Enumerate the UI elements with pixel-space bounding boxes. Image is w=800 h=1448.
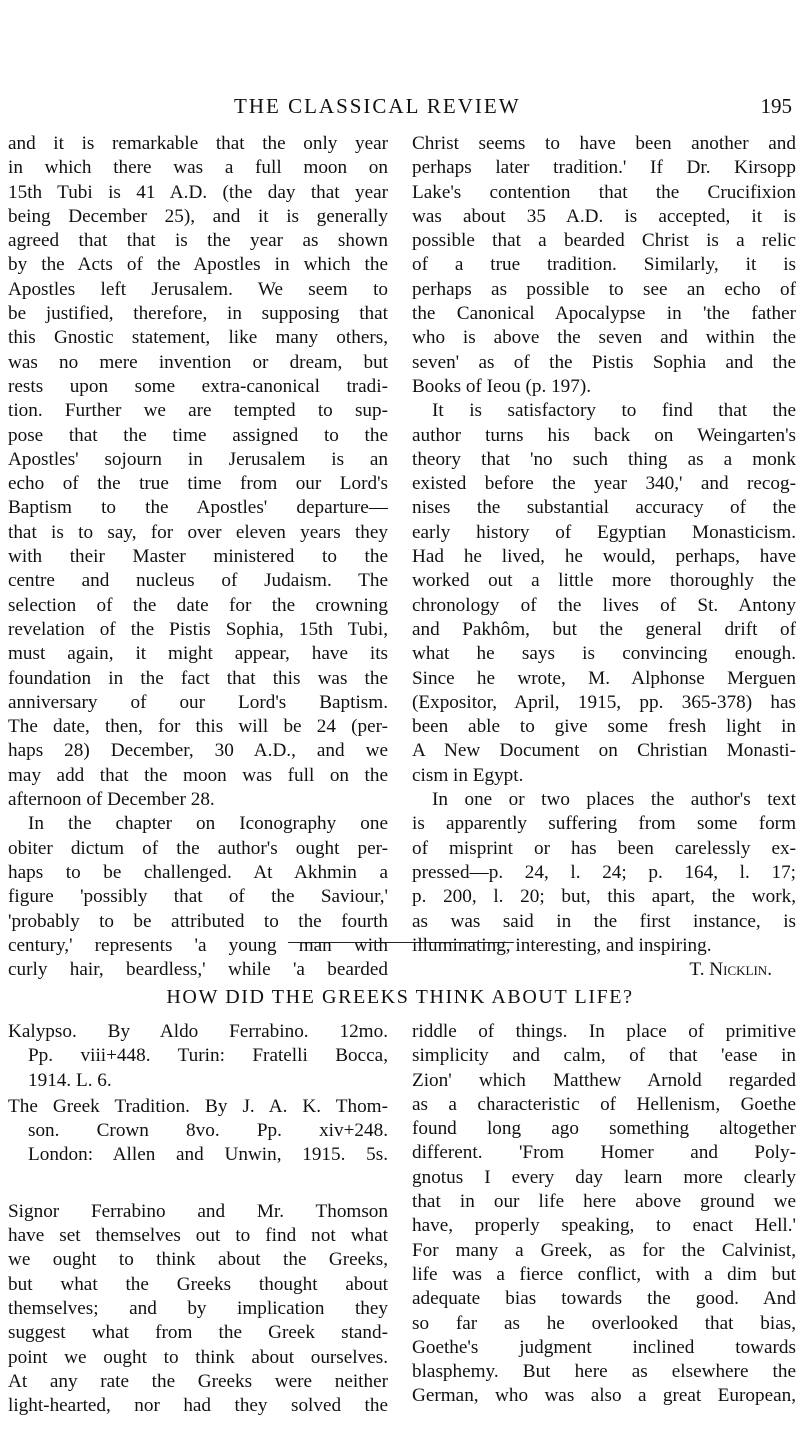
text-line: figure 'possibly that of the Saviour,' bbox=[8, 886, 388, 908]
text-line: pressed—p. 24, l. 24; p. 164, l. 17; bbox=[412, 861, 796, 883]
bibliography-line: son. Crown 8vo. Pp. xiv+248. bbox=[28, 1120, 388, 1142]
text-line: possible that a bearded Christ is a relic bbox=[412, 230, 796, 252]
text-line: nises the substantial accuracy of the bbox=[412, 497, 796, 519]
text-line: curly hair, beardless,' while 'a bearded bbox=[8, 959, 388, 981]
text-line: theory that 'no such thing as a monk bbox=[412, 448, 796, 470]
text-line: gnotus I every day learn more clearly bbox=[412, 1166, 796, 1188]
bibliography-line: Pp. viii+448. Turin: Fratelli Bocca, bbox=[28, 1045, 388, 1067]
text-line: Signor Ferrabino and Mr. Thomson bbox=[8, 1200, 388, 1222]
text-line: The date, then, for this will be 24 (per- bbox=[8, 716, 388, 738]
text-line: It is satisfactory to find that the bbox=[432, 400, 796, 422]
text-line: what he says is convincing enough. bbox=[412, 643, 796, 665]
text-line: who is above the seven and within the bbox=[412, 327, 796, 349]
text-line: perhaps as possible to see an echo of bbox=[412, 278, 796, 300]
text-line: is apparently suffering from some form bbox=[412, 813, 796, 835]
text-line: Christ seems to have been another and bbox=[412, 133, 796, 154]
bibliography-line: London: Allen and Unwin, 1915. 5s. bbox=[28, 1144, 388, 1166]
text-line: light-hearted, nor had they solved the bbox=[8, 1395, 388, 1417]
text-line: point we ought to think about ourselves. bbox=[8, 1346, 388, 1368]
text-line: Had he lived, he would, perhaps, have bbox=[412, 546, 796, 568]
article-title: HOW DID THE GREEKS THINK ABOUT LIFE? bbox=[166, 986, 634, 1008]
review1-left-column bbox=[8, 132, 388, 982]
text-line: but what the Greeks thought about bbox=[8, 1273, 388, 1295]
text-line: anniversary of our Lord's Baptism. bbox=[8, 691, 388, 713]
text-line: as a characteristic of Hellenism, Goethe bbox=[412, 1093, 796, 1115]
text-line: selection of the date for the crowning bbox=[8, 594, 388, 616]
text-line: haps 28) December, 30 A.D., and we bbox=[8, 740, 388, 762]
running-title: THE CLASSICAL REVIEW bbox=[234, 94, 521, 118]
text-line: early history of Egyptian Monasticism. bbox=[412, 521, 796, 543]
section-divider bbox=[288, 942, 514, 943]
bibliography-line: The Greek Tradition. By J. A. K. Thom- bbox=[8, 1095, 388, 1117]
text-line: was no mere invention or dream, but bbox=[8, 351, 388, 373]
text-line: seven' as of the Pistis Sophia and the bbox=[412, 351, 796, 373]
spacer bbox=[8, 1170, 388, 1200]
review-signature: T. Nicklin. bbox=[689, 959, 772, 981]
text-line: haps to be challenged. At Akhmin a bbox=[8, 861, 388, 883]
text-line: afternoon of December 28. bbox=[8, 789, 215, 811]
text-line: by the Acts of the Apostles in which the bbox=[8, 254, 388, 276]
text-line: Apostles' sojourn in Jerusalem is an bbox=[8, 448, 388, 470]
text-line: being December 25), and it is generally bbox=[8, 205, 388, 227]
text-line: of a true tradition. Similarly, it is bbox=[412, 254, 796, 276]
text-line: echo of the true time from our Lord's bbox=[8, 473, 388, 495]
text-line: existed before the year 340,' and recog- bbox=[412, 473, 796, 495]
text-line: we ought to think about the Greeks, bbox=[8, 1249, 388, 1271]
text-line: Apostles left Jerusalem. We seem to bbox=[8, 278, 388, 300]
text-line: 15th Tubi is 41 A.D. (the day that year bbox=[8, 181, 388, 203]
text-line: with their Master ministered to the bbox=[8, 546, 388, 568]
text-line: been able to give some fresh light in bbox=[412, 716, 796, 738]
text-line: German, who was also a great European, bbox=[412, 1385, 796, 1407]
text-line: author turns his back on Weingarten's bbox=[412, 424, 796, 446]
text-line: have set themselves out to find not what bbox=[8, 1225, 388, 1247]
text-line: blasphemy. But here as elsewhere the bbox=[412, 1361, 796, 1383]
text-line: may add that the moon was full on the bbox=[8, 764, 388, 786]
text-line: found long ago something altogether bbox=[412, 1118, 796, 1140]
text-line: that is to say, for over eleven years they bbox=[8, 521, 388, 543]
bibliography-line: 1914. L. 6. bbox=[28, 1069, 112, 1091]
bibliography-entry bbox=[8, 1095, 388, 1168]
text-line: and it is remarkable that the only year bbox=[8, 133, 388, 154]
text-line: simplicity and calm, of that 'ease in bbox=[412, 1045, 796, 1067]
text-line: so far as he overlooked that bias, bbox=[412, 1312, 796, 1334]
running-head bbox=[0, 94, 800, 124]
text-line: perhaps later tradition.' If Dr. Kirsopp bbox=[412, 157, 796, 179]
text-line: Zion' which Matthew Arnold regarded bbox=[412, 1069, 796, 1091]
text-line: cism in Egypt. bbox=[412, 764, 524, 786]
bibliography-entry bbox=[8, 1020, 388, 1093]
text-line: of misprint or has been carelessly ex- bbox=[412, 837, 796, 859]
text-line: agreed that that is the year as shown bbox=[8, 230, 388, 252]
text-line: Goethe's judgment inclined towards bbox=[412, 1336, 796, 1358]
text-line: 'probably to be attributed to the fourth bbox=[8, 910, 388, 932]
text-line: in which there was a full moon on bbox=[8, 157, 388, 179]
text-line: century,' represents 'a young man with bbox=[8, 934, 388, 956]
text-line: suggest what from the Greek stand- bbox=[8, 1322, 388, 1344]
text-line: rests upon some extra-canonical tradi- bbox=[8, 375, 388, 397]
text-line: Since he wrote, M. Alphonse Merguen bbox=[412, 667, 796, 689]
text-line: life was a fierce conflict, with a dim but bbox=[412, 1263, 796, 1285]
text-line: obiter dictum of the author's ought per- bbox=[8, 837, 388, 859]
text-line: revelation of the Pistis Sophia, 15th Tubi, bbox=[8, 618, 388, 640]
text-line: have, properly speaking, to enact Hell.' bbox=[412, 1215, 796, 1237]
text-line: adequate bias towards the good. And bbox=[412, 1288, 796, 1310]
text-line: Baptism to the Apostles' departure— bbox=[8, 497, 388, 519]
page-number: 195 bbox=[760, 94, 792, 118]
text-line: In the chapter on Iconography one bbox=[28, 813, 388, 835]
text-line: the Canonical Apocalypse in 'the father bbox=[412, 303, 796, 325]
text-line: as was said in the first instance, is bbox=[412, 910, 796, 932]
text-line: (Expositor, April, 1915, pp. 365-378) has bbox=[412, 691, 796, 713]
text-line: and Pakhôm, but the general drift of bbox=[412, 618, 796, 640]
text-line: must again, it might appear, have its bbox=[8, 643, 388, 665]
text-line: A New Document on Christian Monasti- bbox=[412, 740, 796, 762]
text-line: be justified, therefore, in supposing that bbox=[8, 303, 388, 325]
text-line: foundation in the fact that this was the bbox=[8, 667, 388, 689]
text-line: was about 35 A.D. is accepted, it is bbox=[412, 205, 796, 227]
text-line: that in our life here above ground we bbox=[412, 1191, 796, 1213]
text-line: In one or two places the author's text bbox=[432, 789, 796, 811]
text-line: pose that the time assigned to the bbox=[8, 424, 388, 446]
text-line: different. 'From Homer and Poly- bbox=[412, 1142, 796, 1164]
text-line: riddle of things. In place of primitive bbox=[412, 1021, 796, 1042]
review2-left-column bbox=[8, 1020, 388, 1418]
text-line: worked out a little more thoroughly the bbox=[412, 570, 796, 592]
text-line: this Gnostic statement, like many others, bbox=[8, 327, 388, 349]
text-line: themselves; and by implication they bbox=[8, 1297, 388, 1319]
text-line: For many a Greek, as for the Calvinist, bbox=[412, 1239, 796, 1261]
text-line: At any rate the Greeks were neither bbox=[8, 1370, 388, 1392]
text-line: p. 200, l. 20; but, this apart, the work, bbox=[412, 886, 796, 908]
text-line: Books of Ieou (p. 197). bbox=[412, 375, 592, 397]
text-line: centre and nucleus of Judaism. The bbox=[8, 570, 388, 592]
text-line: Lake's contention that the Crucifixion bbox=[412, 181, 796, 203]
text-line: illuminating, interesting, and inspiring. bbox=[412, 934, 712, 956]
review2-right-column bbox=[412, 1020, 796, 1409]
text-line: tion. Further we are tempted to sup- bbox=[8, 400, 388, 422]
text-line: chronology of the lives of St. Antony bbox=[412, 594, 796, 616]
bibliography-line: Kalypso. By Aldo Ferrabino. 12mo. bbox=[8, 1021, 388, 1042]
review1-right-column bbox=[412, 132, 796, 982]
